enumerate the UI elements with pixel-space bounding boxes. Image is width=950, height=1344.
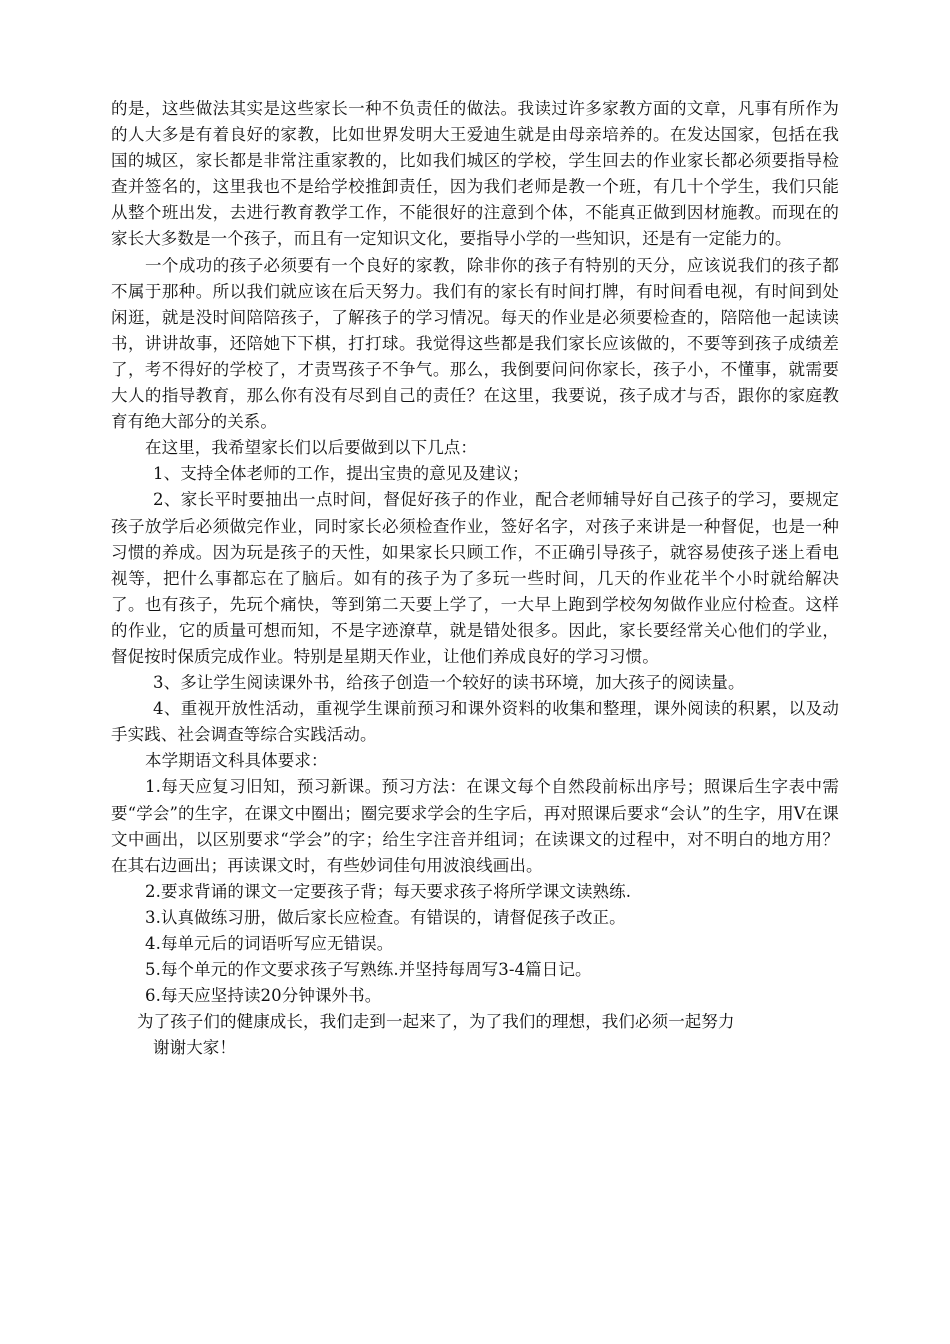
requirement-1: 1.每天应复习旧知，预习新课。预习方法：在课文每个自然段前标出序号；照课后生字表中需要“学会”的生字，在课文中圈出；圈完要求学会的生字后，再对照课后要求“会认”的生字，用V在课文中画出，以区别要求“学会”的字；给生字注音并组词；在读课文的过程中，对不明白的地方用？在其右边画出；再读课文时，有些妙词佳句用波浪线画出。 bbox=[111, 777, 839, 875]
list-item-2: 2、家长平时要抽出一点时间，督促好孩子的作业，配合老师辅导好自己孩子的学习，要规定孩子放学后必须做完作业，同时家长必须检查作业，签好名字，对孩子来讲是一种督促，也是一种习惯的养成。因为玩是孩子的天性，如果家长只顾工作，不正确引导孩子，就容易使孩子迷上看电视等，把什么事都忘在了脑后。如有的孩子为了多玩一些时间，几天的作业花半个小时就给解决了。也有孩子，先玩个痛快，等到第二天要上学了，一大早上跑到学校匆匆做作业应付检查。这样的作业，它的质量可想而知，不是字迹潦草，就是错处很多。因此，家长要经常关心他们的学业，督促按时保质完成作业。特别是星期天作业，让他们养成良好的学习习惯。 bbox=[111, 490, 839, 666]
requirement-3: 3.认真做练习册，做后家长应检查。有错误的，请督促孩子改正。 bbox=[145, 907, 626, 927]
paragraph-chinese-requirements-heading: 本学期语文科具体要求： bbox=[145, 751, 328, 771]
paragraph-closing: 为了孩子们的健康成长，我们走到一起来了，为了我们的理想，我们必须一起努力 bbox=[137, 1012, 735, 1032]
list-item-4: 4、重视开放性活动，重视学生课前预习和课外资料的收集和整理，课外阅读的积累，以及动手实践、社会调查等综合实践活动。 bbox=[111, 699, 839, 745]
document-page bbox=[111, 96, 839, 1061]
list-item-1: 1、支持全体老师的工作，提出宝贵的意见及建议； bbox=[153, 464, 529, 484]
paragraph-intro-continued: 的是，这些做法其实是这些家长一种不负责任的做法。我读过许多家教方面的文章，凡事有所作为的人大多是有着良好的家教，比如世界发明大王爱迪生就是由母亲培养的。在发达国家，包括在我国的城区，家长都是非常注重家教的，比如我们城区的学校，学生回去的作业家长都必须要指导检查并签名的，这里我也不是给学校推卸责任，因为我们老师是教一个班，有几十个学生，我们只能从整个班出发，去进行教育教学工作，不能很好的注意到个体，不能真正做到因材施教。而现在的家长大多数是一个孩子，而且有一定知识文化，要指导小学的一些知识，还是有一定能力的。 bbox=[111, 99, 839, 249]
requirement-5: 5.每个单元的作文要求孩子写熟练.并坚持每周写3-4篇日记。 bbox=[145, 960, 592, 980]
paragraph-thanks: 谢谢大家！ bbox=[153, 1038, 236, 1058]
paragraph-family-education: 一个成功的孩子必须要有一个良好的家教，除非你的孩子有特别的天分，应该说我们的孩子都不属于那种。所以我们就应该在后天努力。我们有的家长有时间打牌，有时间看电视，有时间到处闲逛，就是没时间陪陪孩子，了解孩子的学习情况。每天的作业是必须要检查的，陪陪他一起读读书，讲讲故事，还陪她下下棋，打打球。我觉得这些都是我们家长应该做的，不要等到孩子成绩差了，考不得好的学校了，才责骂孩子不争气。那么，我倒要问问你家长，孩子小，不懂事，就需要大人的指导教育，那么你有没有尽到自己的责任？在这里，我要说，孩子成才与否，跟你的家庭教育有绝大部分的关系。 bbox=[111, 255, 839, 432]
requirement-6: 6.每天应坚持读20分钟课外书。 bbox=[145, 986, 382, 1006]
paragraph-hopes-heading: 在这里，我希望家长们以后要做到以下几点： bbox=[145, 438, 477, 458]
requirement-4: 4.每单元后的词语听写应无错误。 bbox=[145, 934, 394, 953]
list-item-3: 3、多让学生阅读课外书，给孩子创造一个较好的读书环境，加大孩子的阅读量。 bbox=[153, 673, 745, 693]
requirement-2: 2.要求背诵的课文一定要孩子背；每天要求孩子将所学课文读熟练. bbox=[145, 881, 632, 901]
